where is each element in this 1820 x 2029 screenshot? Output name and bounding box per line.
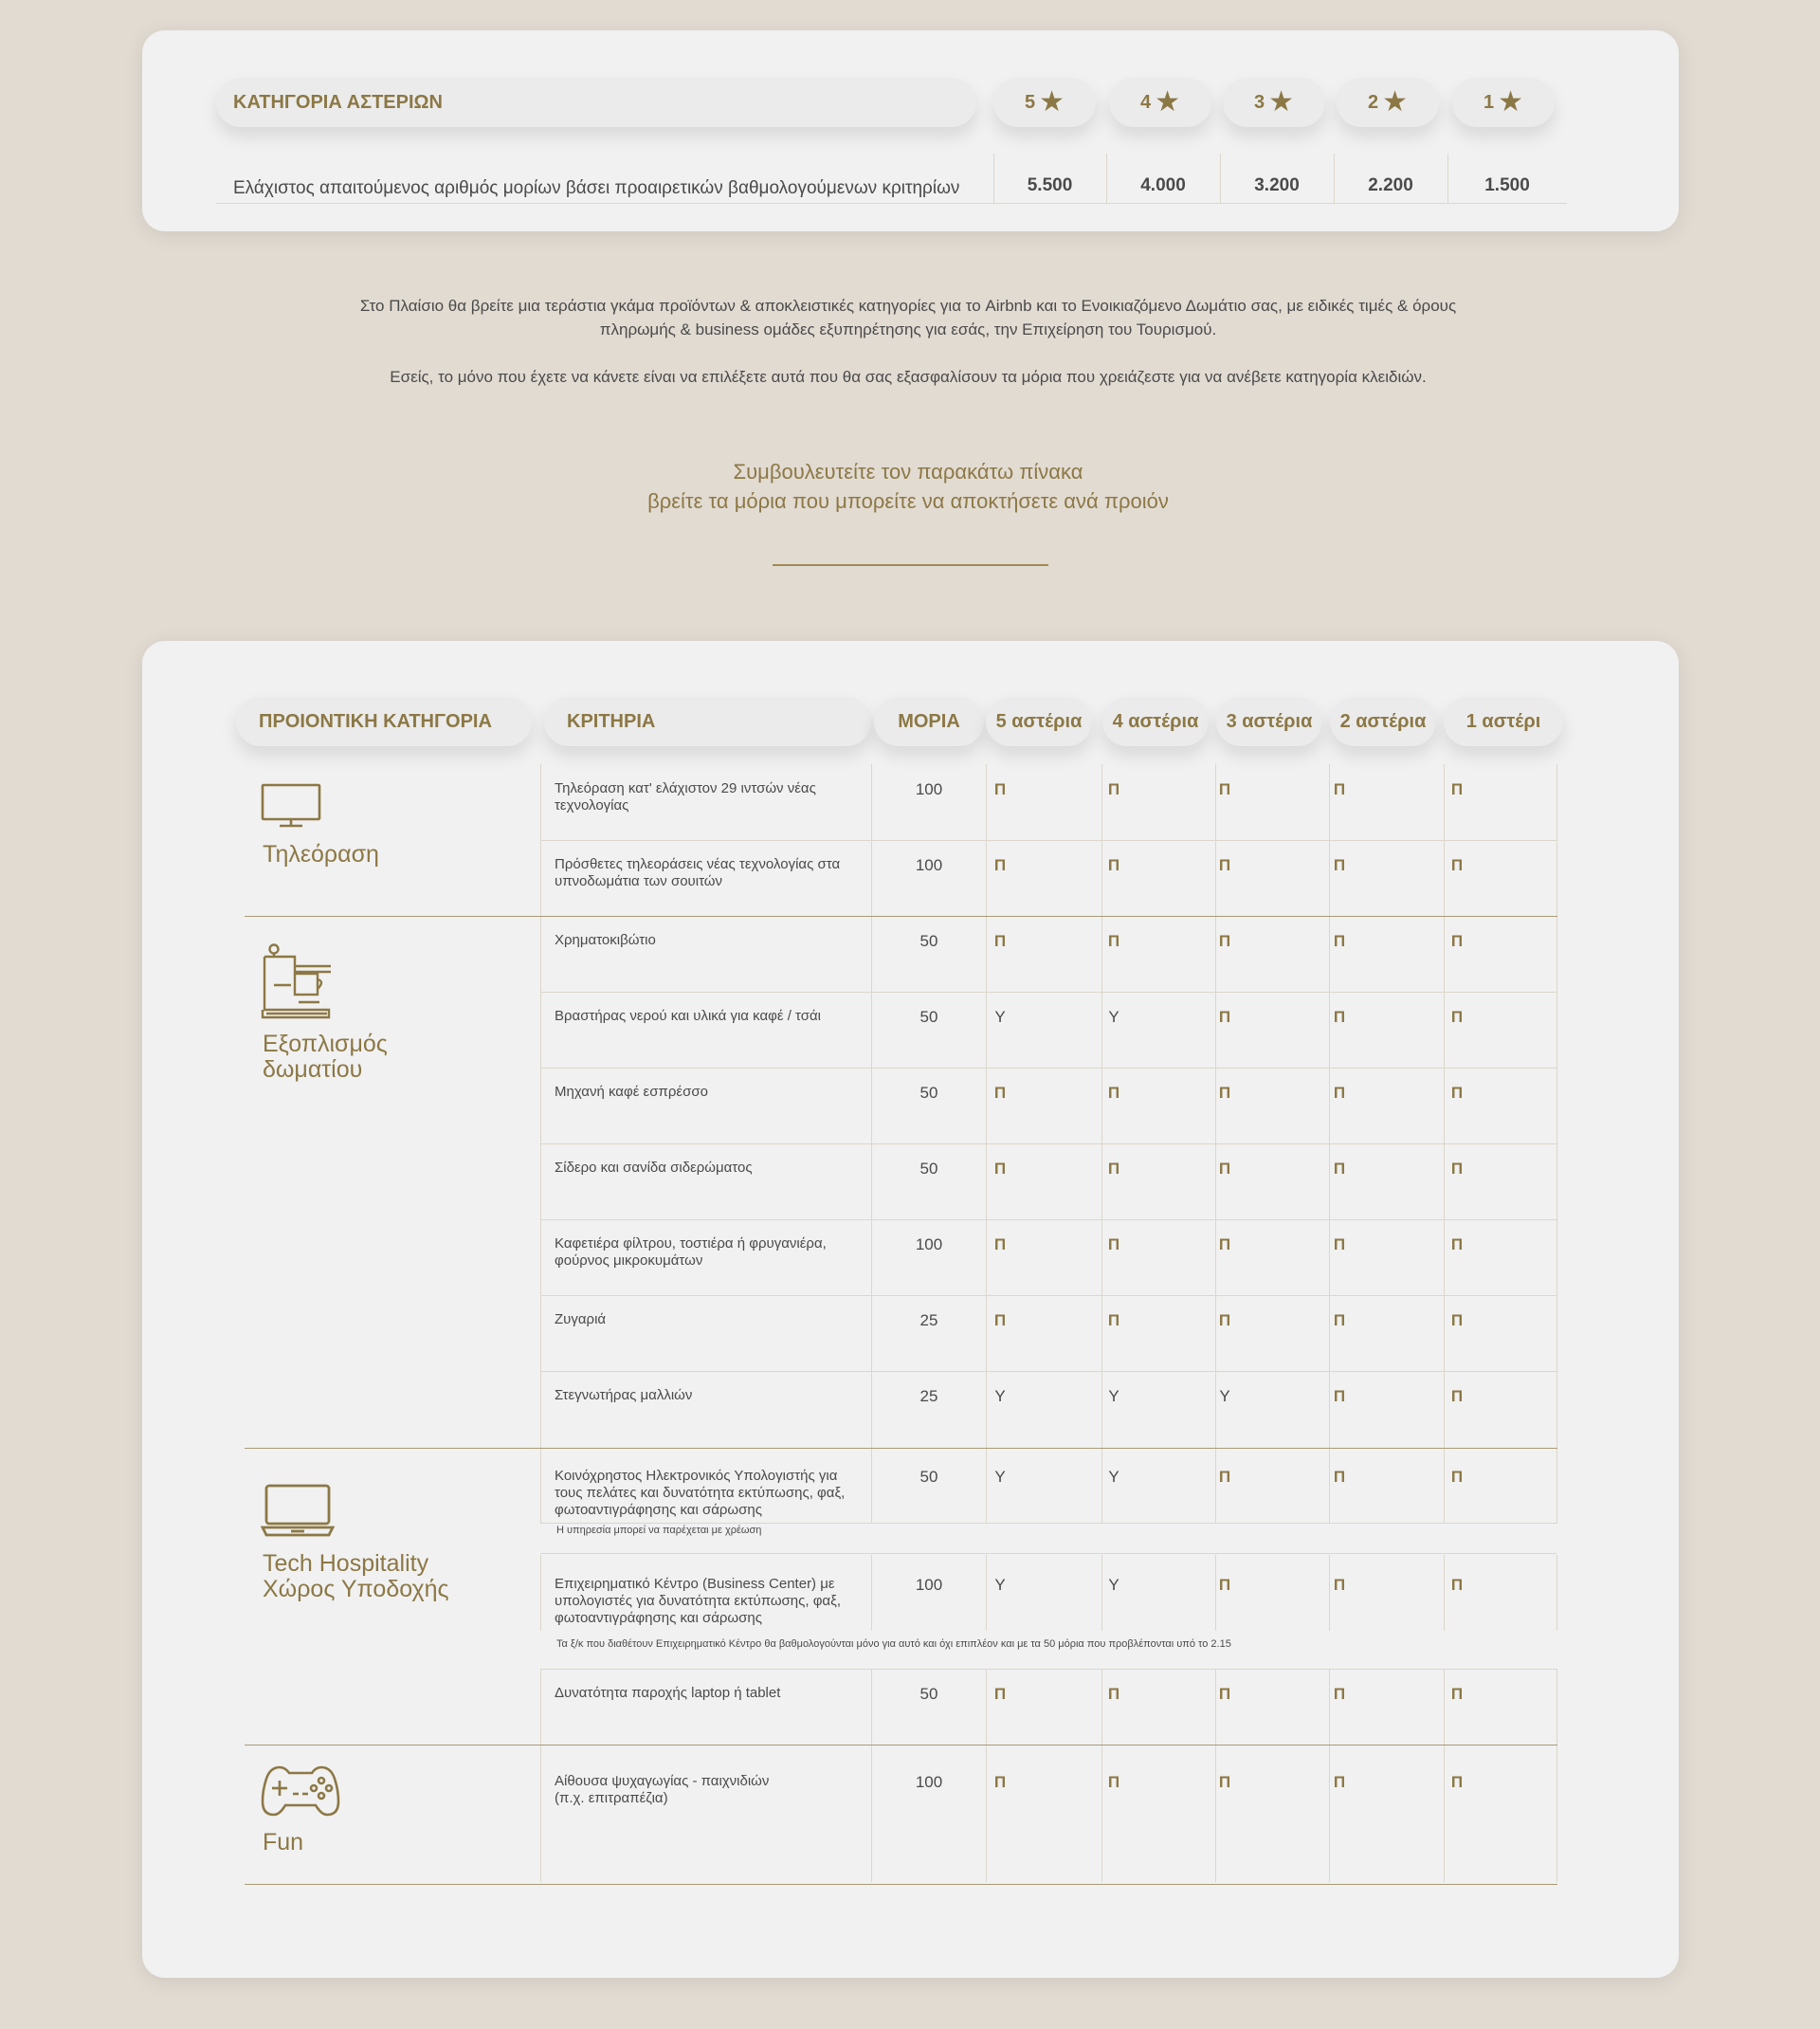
mark-5-stars: Π: [993, 932, 1007, 950]
mark-5-stars: Π: [993, 1685, 1007, 1703]
mark-3-stars: Π: [1218, 856, 1231, 874]
grid-column-line: [1444, 1555, 1445, 1631]
mark-3-stars: Π: [1218, 1468, 1231, 1486]
mark-4-stars: Υ: [1108, 1468, 1119, 1486]
criterion-2: [555, 856, 858, 890]
laptop-icon: [261, 1484, 335, 1542]
mark-4-stars: Υ: [1108, 1576, 1119, 1594]
criterion-line: Αίθουσα ψυχαγωγίας - παιχνιδιών: [555, 1773, 770, 1789]
criterion-line: φούρνος μικροκυμάτων: [555, 1252, 703, 1269]
mark-4-stars: Π: [1107, 1773, 1120, 1791]
row-divider: [540, 1143, 1556, 1144]
mark-4-stars: Υ: [1108, 1008, 1119, 1026]
category-label-line: Χώρος Υποδοχής: [263, 1576, 449, 1602]
criterion-line: Επιχειρηματικό Κέντρο (Business Center) με: [555, 1576, 835, 1592]
criterion-13: [555, 1773, 858, 1807]
min-points-4-stars: 4.000: [1140, 175, 1186, 195]
criterion-line: Καφετιέρα φίλτρου, τοστιέρα ή φρυγανιέρα,: [555, 1235, 827, 1252]
mark-2-stars: Π: [1333, 1160, 1346, 1178]
grid-column-line: [1329, 1669, 1330, 1882]
mark-5-stars: Υ: [994, 1576, 1006, 1594]
mark-4-stars: Π: [1107, 932, 1120, 950]
grid-column-line: [1556, 764, 1557, 1524]
criterion-6: [555, 1160, 858, 1177]
mark-5-stars: Π: [993, 1235, 1007, 1253]
grid-column-line: [986, 1555, 987, 1631]
criterion-11: [555, 1576, 858, 1627]
criterion-line: τους πελάτες και δυνατότητα εκτύπωσης, φαξ,: [555, 1485, 846, 1501]
mark-2-stars: Π: [1333, 1235, 1346, 1253]
mark-3-stars: Π: [1218, 1311, 1231, 1329]
criterion-line: Στεγνωτήρας μαλλιών: [555, 1387, 693, 1403]
header-2-stars: 2 αστέρια: [1330, 697, 1436, 746]
category-divider: [245, 1884, 1557, 1885]
row-divider: [540, 1669, 1556, 1670]
grid-column-line: [871, 1555, 872, 1631]
header-4-stars: 4 αστέρια: [1102, 697, 1209, 746]
points-6: 50: [919, 1160, 938, 1178]
points-2: 100: [915, 856, 943, 874]
points-10: 50: [919, 1468, 938, 1486]
star-icon: ★: [1155, 86, 1181, 118]
row-divider: [540, 840, 1556, 841]
grid-column-line: [1556, 1555, 1557, 1631]
criterion-line: υπολογιστές για δυνατότητα εκτύπωσης, φαξ,: [555, 1593, 841, 1609]
mark-5-stars: Π: [993, 780, 1007, 798]
mark-1-star: Π: [1450, 1008, 1464, 1026]
grid-column-line: [1556, 1669, 1557, 1882]
category-label-1: [263, 842, 379, 868]
mark-3-stars: Π: [1218, 1160, 1231, 1178]
criterion-10: [555, 1468, 858, 1519]
mark-4-stars: Π: [1107, 1235, 1120, 1253]
note-service-charge: Η υπηρεσία μπορεί να παρέχεται με χρέωση: [556, 1525, 762, 1536]
mark-2-stars: Π: [1333, 1008, 1346, 1026]
grid-column-line: [1101, 1669, 1102, 1882]
mark-4-stars: Π: [1107, 780, 1120, 798]
mark-1-star: Π: [1450, 1311, 1464, 1329]
min-points-1-star: 1.500: [1484, 175, 1530, 195]
mark-5-stars: Π: [993, 856, 1007, 874]
mark-2-stars: Π: [1333, 1576, 1346, 1594]
category-divider: [245, 916, 1557, 917]
row-divider: [540, 1219, 1556, 1220]
mark-3-stars: Π: [1218, 1235, 1231, 1253]
grid-column-line: [1444, 1669, 1445, 1882]
row-divider: [540, 992, 1556, 993]
mark-3-stars: Π: [1218, 1576, 1231, 1594]
points-9: 25: [919, 1387, 938, 1405]
mark-5-stars: Υ: [994, 1387, 1006, 1405]
header-criteria: ΚΡΙΤΗΡΙΑ: [544, 697, 871, 746]
mark-3-stars: Π: [1218, 1685, 1231, 1703]
star-level-1: 1 ★: [1452, 78, 1555, 127]
mark-1-star: Π: [1450, 1685, 1464, 1703]
criterion-line: (π.χ. επιτραπέζια): [555, 1790, 668, 1806]
category-label-2: [263, 1032, 388, 1083]
category-label-line: δωματίου: [263, 1056, 363, 1083]
points-7: 100: [915, 1235, 943, 1253]
criterion-line: Χρηματοκιβώτιο: [555, 932, 656, 948]
note-business-center: Τα ξ/κ που διαθέτουν Επιχειρηματικό Κέντρο θα βαθμολογούνται μόνο για αυτό και όχι επιπλέον και με τα 50 μόρια που προβλέπονται υπό το 2.15: [556, 1638, 1231, 1650]
star-level-3: 3 ★: [1223, 78, 1325, 127]
criterion-1: [555, 780, 858, 814]
criterion-12: [555, 1685, 858, 1702]
criterion-line: φωτοαντιγράφησης και σάρωσης: [555, 1502, 762, 1518]
mark-2-stars: Π: [1333, 1311, 1346, 1329]
coffee-machine-icon: [261, 943, 333, 1024]
criterion-line: Ζυγαριά: [555, 1311, 607, 1327]
mark-2-stars: Π: [1333, 1773, 1346, 1791]
points-8: 25: [919, 1311, 938, 1329]
criterion-line: Βραστήρας νερού και υλικά για καφέ / τσάι: [555, 1008, 822, 1024]
criterion-line: Μηχανή καφέ εσπρέσσο: [555, 1084, 708, 1100]
mark-2-stars: Π: [1333, 1084, 1346, 1102]
star-icon: ★: [1498, 86, 1524, 118]
category-divider: [245, 1448, 1557, 1449]
criterion-9: [555, 1387, 858, 1404]
grid-column-line: [986, 1669, 987, 1882]
mark-2-stars: Π: [1333, 932, 1346, 950]
mark-4-stars: Π: [1107, 1160, 1120, 1178]
section-divider: [773, 564, 1048, 566]
points-5: 50: [919, 1084, 938, 1102]
mark-1-star: Π: [1450, 1773, 1464, 1791]
mark-1-star: Π: [1450, 1084, 1464, 1102]
criterion-line: τεχνολογίας: [555, 797, 629, 813]
star-icon: ★: [1382, 86, 1409, 118]
grid-column-line: [1215, 1669, 1216, 1882]
category-label-line: Εξοπλισμός: [263, 1031, 388, 1057]
mark-3-stars: Π: [1218, 780, 1231, 798]
star-level-4: 4 ★: [1109, 78, 1211, 127]
header-5-stars: 5 αστέρια: [986, 697, 1092, 746]
mark-5-stars: Π: [993, 1084, 1007, 1102]
points-12: 50: [919, 1685, 938, 1703]
grid-column-line: [540, 1555, 541, 1631]
grid-column-line: [871, 1669, 872, 1882]
category-label-line: Τηλεόραση: [263, 841, 379, 868]
mark-5-stars: Υ: [994, 1008, 1006, 1026]
mark-5-stars: Π: [993, 1773, 1007, 1791]
header-product-category: ΠΡΟΙΟΝΤΙΚΗ ΚΑΤΗΓΟΡΙΑ: [236, 697, 532, 746]
mark-1-star: Π: [1450, 932, 1464, 950]
mark-3-stars: Π: [1218, 1084, 1231, 1102]
mark-2-stars: Π: [1333, 1387, 1346, 1405]
star-category-header-label: ΚΑΤΗΓΟΡΙΑ ΑΣΤΕΡΙΩΝ: [233, 91, 443, 113]
star-icon: ★: [1268, 86, 1295, 118]
intro-paragraph-2: Εσείς, το μόνο που έχετε να κάνετε είναι να επιλέξετε αυτά που θα σας εξασφαλίσουν τα μόρια που χρειάζεστε για να ανέβετε κατηγορία κλειδιών.: [390, 368, 1427, 386]
grid-column-line: [1101, 1555, 1102, 1631]
mark-3-stars: Π: [1218, 1773, 1231, 1791]
row-divider: [540, 1553, 1556, 1554]
grid-column-line: [1329, 1555, 1330, 1631]
row-divider: [540, 1371, 1556, 1372]
points-13: 100: [915, 1773, 943, 1791]
mark-4-stars: Π: [1107, 1084, 1120, 1102]
mark-1-star: Π: [1450, 1576, 1464, 1594]
mark-5-stars: Π: [993, 1311, 1007, 1329]
min-points-3-stars: 3.200: [1254, 175, 1300, 195]
criterion-5: [555, 1084, 858, 1101]
points-4: 50: [919, 1008, 938, 1026]
criterion-7: [555, 1235, 858, 1270]
criterion-3: [555, 932, 858, 949]
grid-column-line: [540, 1669, 541, 1882]
intro-paragraph-1: Στο Πλαίσιο θα βρείτε μια τεράστια γκάμα προϊόντων & αποκλειστικές κατηγορίες για το Airbnb και το Ενοικιαζόμενο Δωμάτιο σας, με ειδικές τιμές & όρους πληρωμής & business ομάδες εξυπηρέτησης για εσάς, την Επιχείρηση του Τουρισμού.: [359, 297, 1457, 338]
cta-heading: Συμβουλευτείτε τον παρακάτω πίνακα βρείτε τα μόρια που μπορείτε να αποκτήσετε ανά προιόν: [647, 460, 1169, 513]
criterion-line: Σίδερο και σανίδα σιδερώματος: [555, 1160, 753, 1176]
mark-3-stars: Π: [1218, 932, 1231, 950]
row-divider: [540, 1523, 1556, 1524]
min-points-2-stars: 2.200: [1368, 175, 1413, 195]
mark-4-stars: Υ: [1108, 1387, 1119, 1405]
tv-icon: [261, 783, 323, 833]
criterion-line: Πρόσθετες τηλεοράσεις νέας τεχνολογίας στα: [555, 856, 841, 872]
criterion-line: υπνοδωμάτια των σουιτών: [555, 873, 723, 889]
mark-1-star: Π: [1450, 1387, 1464, 1405]
criterion-line: Δυνατότητα παροχής laptop ή tablet: [555, 1685, 781, 1701]
header-points: ΜΟΡΙΑ: [874, 697, 984, 746]
category-label-3: [263, 1551, 449, 1602]
star-level-5: 5 ★: [993, 78, 1096, 127]
category-label-line: Fun: [263, 1829, 304, 1855]
mark-2-stars: Π: [1333, 856, 1346, 874]
mark-4-stars: Π: [1107, 856, 1120, 874]
category-label-4: [263, 1830, 303, 1855]
mark-3-stars: Υ: [1219, 1387, 1230, 1405]
criterion-4: [555, 1008, 858, 1025]
criterion-8: [555, 1311, 858, 1328]
mark-2-stars: Π: [1333, 1685, 1346, 1703]
mark-4-stars: Π: [1107, 1685, 1120, 1703]
mark-1-star: Π: [1450, 856, 1464, 874]
header-3-stars: 3 αστέρια: [1216, 697, 1322, 746]
criterion-line: Κοινόχρηστος Ηλεκτρονικός Υπολογιστής για: [555, 1468, 838, 1484]
mark-1-star: Π: [1450, 1468, 1464, 1486]
mark-1-star: Π: [1450, 1160, 1464, 1178]
points-11: 100: [915, 1576, 943, 1594]
min-points-5-stars: 5.500: [1027, 175, 1073, 195]
criterion-line: Τηλεόραση κατ' ελάχιστον 29 ιντσών νέας: [555, 780, 816, 796]
mark-1-star: Π: [1450, 1235, 1464, 1253]
gamepad-icon: [261, 1764, 340, 1821]
criterion-line: φωτοαντιγράφησης και σάρωσης: [555, 1610, 762, 1626]
star-icon: ★: [1039, 86, 1065, 118]
mark-5-stars: Υ: [994, 1468, 1006, 1486]
category-label-line: Tech Hospitality: [263, 1550, 429, 1577]
mark-1-star: Π: [1450, 780, 1464, 798]
points-3: 50: [919, 932, 938, 950]
mark-3-stars: Π: [1218, 1008, 1231, 1026]
mark-2-stars: Π: [1333, 1468, 1346, 1486]
star-category-header: [216, 78, 976, 127]
points-1: 100: [915, 780, 943, 798]
mark-2-stars: Π: [1333, 780, 1346, 798]
header-1-star: 1 αστέρι: [1444, 697, 1563, 746]
row-divider: [540, 1295, 1556, 1296]
category-divider: [245, 1745, 1557, 1746]
min-points-label: Ελάχιστος απαιτούμενος αριθμός μορίων βάσει προαιρετικών βαθμολογούμενων κριτηρίων: [233, 178, 960, 198]
mark-4-stars: Π: [1107, 1311, 1120, 1329]
mark-5-stars: Π: [993, 1160, 1007, 1178]
star-level-2: 2 ★: [1337, 78, 1439, 127]
row-divider: [540, 1068, 1556, 1069]
grid-column-line: [1215, 1555, 1216, 1631]
